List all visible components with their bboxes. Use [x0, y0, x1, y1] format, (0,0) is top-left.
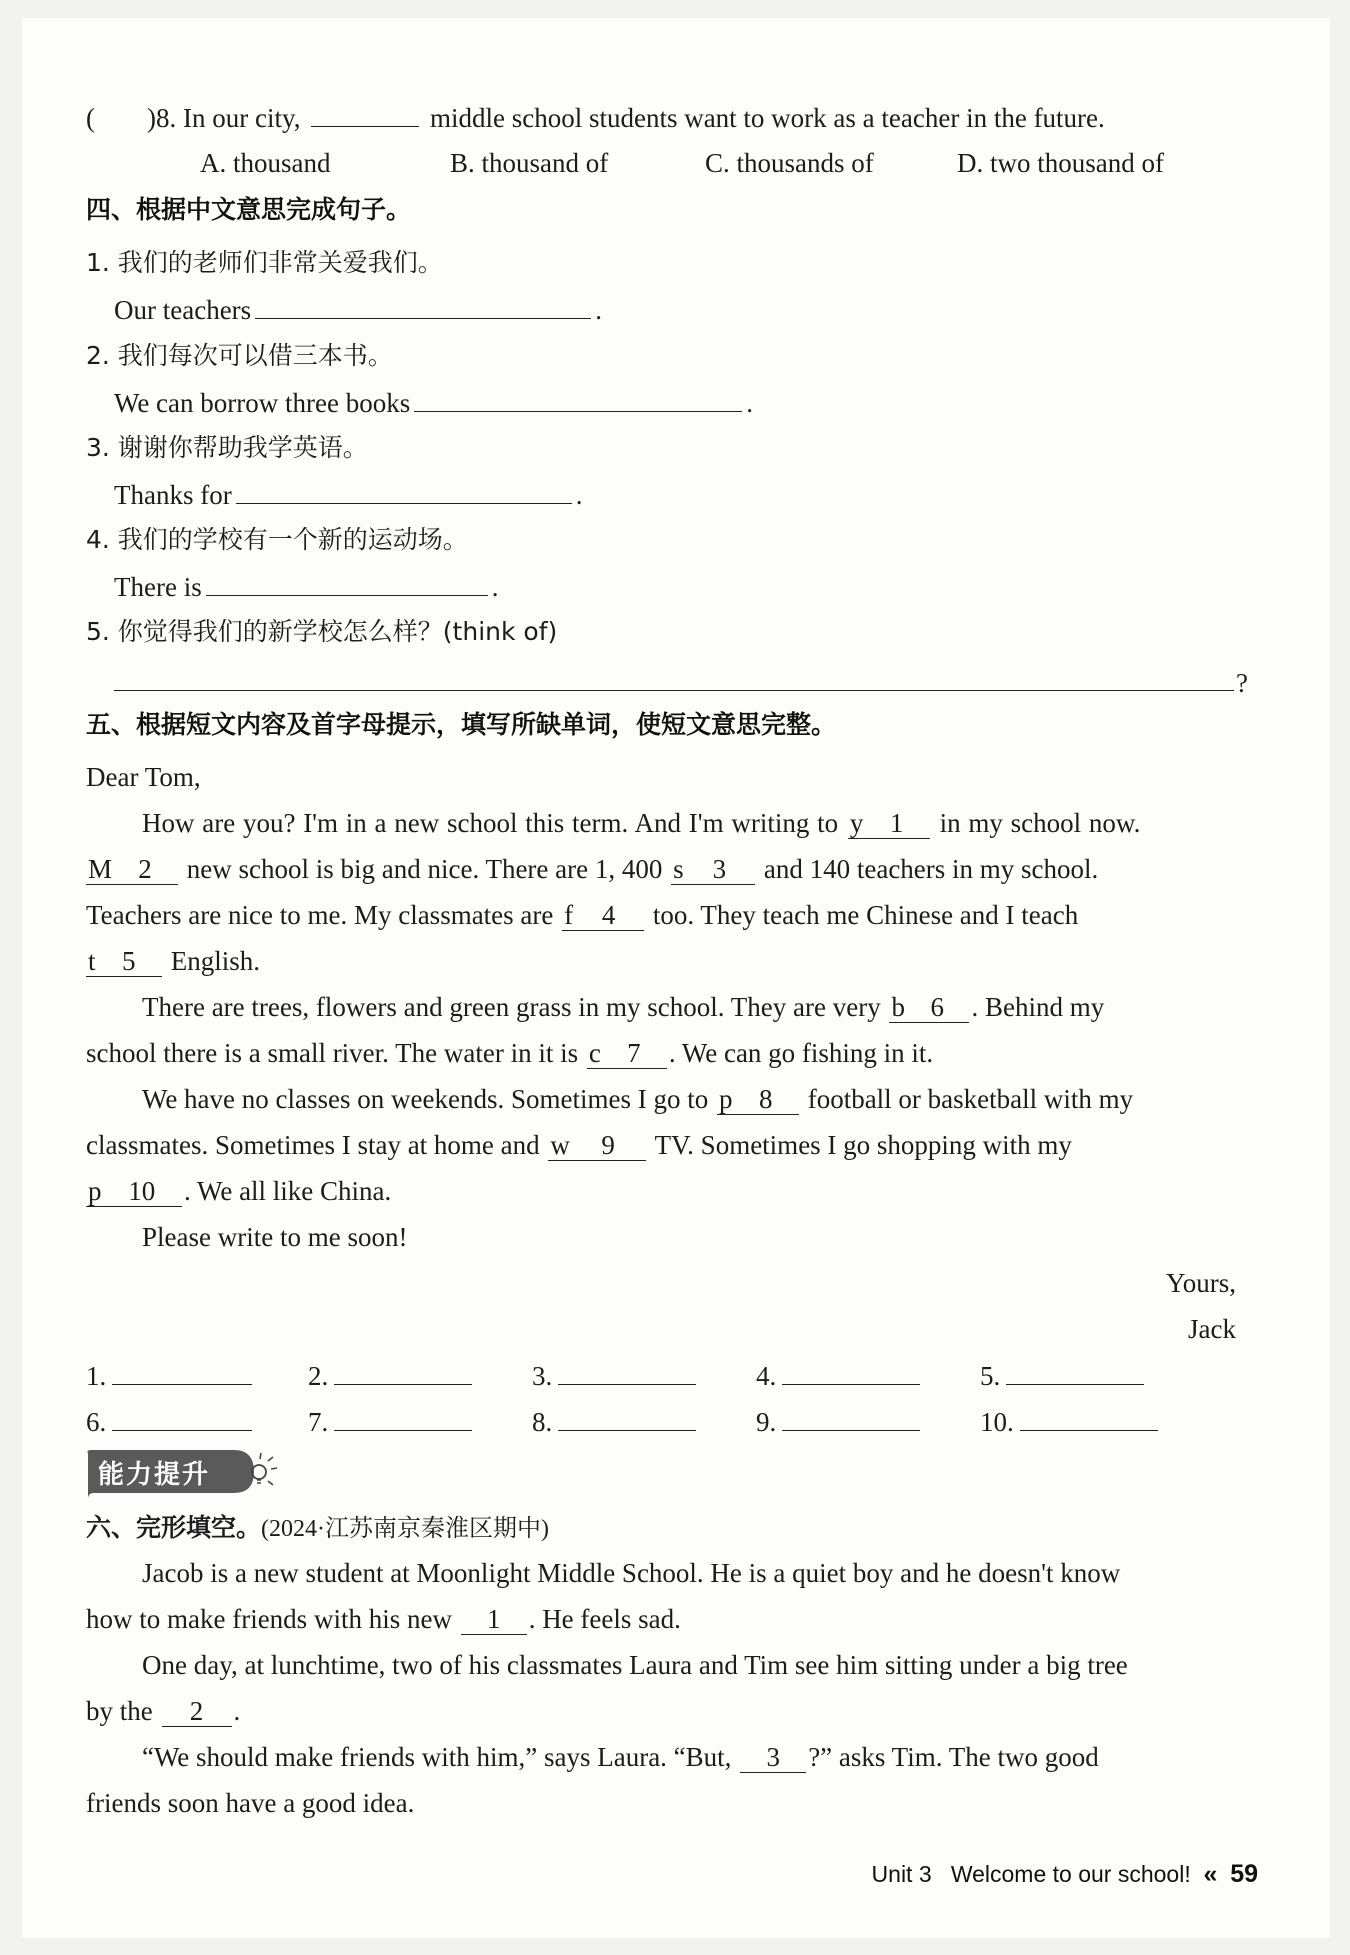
p1-line4: t 5 English.: [88, 946, 261, 976]
p2-line2: school there is a small river. The water in it is c 7 . We can go fishing in it.: [86, 1038, 934, 1068]
blank-10[interactable]: p 10: [86, 1176, 182, 1207]
cloze-p2-line1: One day, at lunchtime, two of his classmates Laura and Tim see him sitting under a big tree: [142, 1650, 1128, 1680]
s4-item3-blank[interactable]: [236, 477, 572, 504]
cloze-blank-1[interactable]: 1: [461, 1604, 527, 1635]
footer-unit: Unit 3: [871, 1861, 932, 1887]
s4-item5-blank[interactable]: [114, 690, 1234, 691]
s4-item5-end: ?: [1236, 668, 1248, 698]
q8-option-d[interactable]: D. two thousand of: [957, 148, 1164, 178]
q8-text-after: middle school students want to work as a teacher in the future.: [429, 103, 1105, 133]
p1-line3: Teachers are nice to me. My classmates are f 4 too. They teach me Chinese and I teach: [86, 900, 1079, 930]
answer-paren-close: ): [147, 103, 156, 133]
q8-blank[interactable]: [311, 100, 419, 127]
answer-8[interactable]: 8.: [532, 1404, 696, 1439]
letter-greeting: Dear Tom,: [86, 762, 201, 792]
section6-heading: 六、完形填空。(2024·江苏南京秦淮区期中): [86, 1513, 549, 1542]
p1-line2: M 2 new school is big and nice. There are 1, 400 s 3 and 140 teachers in my school.: [88, 854, 1099, 884]
q8-text-before: 8. In our city,: [156, 103, 301, 133]
ability-banner-label: 能力提升: [98, 1460, 211, 1490]
blank-3[interactable]: s 3: [671, 854, 755, 885]
blank-7[interactable]: c 7: [587, 1038, 667, 1069]
blank-5[interactable]: t 5: [86, 946, 162, 977]
cloze-p1-line2: how to make friends with his new 1 . He feels sad.: [86, 1604, 681, 1634]
blank-8[interactable]: p 8: [717, 1084, 799, 1115]
ability-banner: [84, 1447, 254, 1495]
s4-item1-blank[interactable]: [255, 292, 591, 319]
blank-9[interactable]: w 9: [548, 1130, 646, 1161]
s4-item1-cn: 1. 我们的老师们非常关爱我们。: [86, 248, 443, 277]
s4-item2-cn: 2. 我们每次可以借三本书。: [86, 341, 393, 370]
s4-item4-en: There is .: [114, 569, 498, 604]
answer-paren-open: (: [86, 103, 95, 133]
p3-line1: We have no classes on weekends. Sometimes I go to p 8 football or basketball with my: [142, 1084, 1134, 1114]
p3-line3: p 10 . We all like China.: [88, 1176, 392, 1206]
q8-option-b[interactable]: B. thousand of: [450, 148, 609, 178]
blank-6[interactable]: b 6: [889, 992, 969, 1023]
letter-signature: Jack: [1188, 1314, 1236, 1344]
s4-item1-en: Our teachers .: [114, 292, 602, 327]
blank-4[interactable]: f 4: [562, 900, 644, 931]
cloze-p1-line1: Jacob is a new student at Moonlight Middle School. He is a quiet boy and he doesn't know: [142, 1558, 1121, 1588]
answer-4[interactable]: 4.: [756, 1358, 920, 1393]
cloze-p3-line1: “We should make friends with him,” says Laura. “But, 3 ?” asks Tim. The two good: [142, 1742, 1099, 1772]
section5-heading: 五、根据短文内容及首字母提示，填写所缺单词，使短文意思完整。: [86, 710, 837, 739]
s4-item2-blank[interactable]: [414, 385, 742, 412]
p4-line: Please write to me soon!: [142, 1222, 408, 1252]
answer-9[interactable]: 9.: [756, 1404, 920, 1439]
answer-5[interactable]: 5.: [980, 1358, 1144, 1393]
cloze-blank-3[interactable]: 3: [740, 1742, 806, 1773]
answer-1[interactable]: 1.: [86, 1358, 252, 1393]
blank-2[interactable]: M 2: [86, 854, 178, 885]
s4-item4-cn: 4. 我们的学校有一个新的运动场。: [86, 525, 468, 554]
s4-item4-blank[interactable]: [206, 569, 488, 596]
answer-7[interactable]: 7.: [308, 1404, 472, 1439]
section4-heading: 四、根据中文意思完成句子。: [86, 195, 412, 224]
q8-option-c[interactable]: C. thousands of: [705, 148, 874, 178]
page-footer: [872, 1860, 1258, 1889]
footer-title: Welcome to our school!: [950, 1861, 1191, 1887]
answer-2[interactable]: 2.: [308, 1358, 472, 1393]
p3-line2: classmates. Sometimes I stay at home and w 9 TV. Sometimes I go shopping with my: [86, 1130, 1072, 1160]
answer-10[interactable]: 10.: [980, 1404, 1158, 1439]
q8-line: [86, 100, 1105, 135]
cloze-p3-line2: friends soon have a good idea.: [86, 1788, 415, 1818]
blank-1[interactable]: y 1: [848, 808, 930, 839]
chevron-left-double-icon: «: [1203, 1860, 1218, 1888]
answer-3[interactable]: 3.: [532, 1358, 696, 1393]
q8-option-a[interactable]: A. thousand: [200, 148, 331, 178]
letter-closing: Yours,: [1165, 1268, 1236, 1298]
s4-item3-cn: 3. 谢谢你帮助我学英语。: [86, 433, 368, 462]
p2-line1: There are trees, flowers and green grass in my school. They are very b 6 . Behind my: [142, 992, 1105, 1022]
s4-item5-cn: 5. 你觉得我们的新学校怎么样？(think of): [86, 617, 558, 646]
s4-item3-en: Thanks for .: [114, 477, 582, 512]
cloze-p2-line2: by the 2 .: [86, 1696, 241, 1726]
answer-6[interactable]: 6.: [86, 1404, 252, 1439]
p1-line1: How are you? I'm in a new school this term. And I'm writing to y 1 in my school now.: [142, 808, 1141, 838]
page-number: 59: [1230, 1860, 1258, 1888]
s4-item2-en: We can borrow three books .: [114, 385, 753, 420]
cloze-blank-2[interactable]: 2: [162, 1696, 232, 1727]
